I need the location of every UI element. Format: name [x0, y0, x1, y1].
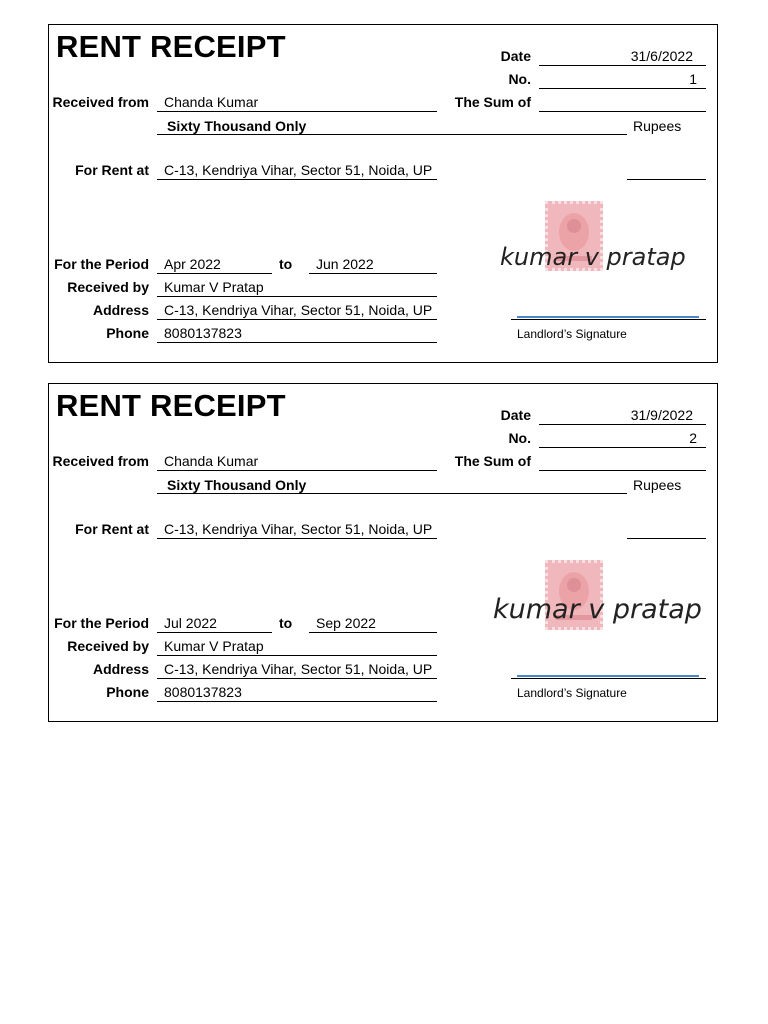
- landlord-signature-caption: Landlord’s Signature: [517, 686, 627, 700]
- rent-at-value: C-13, Kendriya Vihar, Sector 51, Noida, UP: [164, 162, 433, 178]
- period-to-line: [309, 273, 437, 274]
- received-from-value: Chanda Kumar: [164, 453, 259, 469]
- address-value: C-13, Kendriya Vihar, Sector 51, Noida, UP: [164, 302, 433, 318]
- landlord-signature-caption: Landlord’s Signature: [517, 327, 627, 341]
- phone-value: 8080137823: [164, 684, 242, 700]
- number-value: 2: [689, 430, 697, 446]
- address-line: [157, 678, 437, 679]
- landlord-signature: kumar v pratap: [493, 594, 702, 625]
- period-from-line: [157, 273, 272, 274]
- date-label: Date: [500, 407, 531, 423]
- received-from-line: [157, 470, 437, 471]
- receipt-title: RENT RECEIPT: [56, 388, 286, 423]
- received-by-value: Kumar V Pratap: [164, 279, 264, 295]
- phone-line: [157, 342, 437, 343]
- sum-of-label: The Sum of: [454, 453, 531, 469]
- received-by-value: Kumar V Pratap: [164, 638, 264, 654]
- rent-at-line: [157, 179, 437, 180]
- extra-blank-line: [627, 538, 706, 539]
- received-from-label: Received from: [52, 453, 149, 469]
- period-from-value: Apr 2022: [164, 256, 221, 272]
- period-to-value: Jun 2022: [316, 256, 374, 272]
- address-line: [157, 319, 437, 320]
- number-label: No.: [508, 430, 531, 446]
- received-by-label: Received by: [67, 279, 149, 295]
- signature-line: [517, 675, 699, 677]
- sum-of-line: [539, 470, 706, 471]
- receipt-title: RENT RECEIPT: [56, 29, 286, 64]
- rent-at-value: C-13, Kendriya Vihar, Sector 51, Noida, UP: [164, 521, 433, 537]
- sum-of-label: The Sum of: [454, 94, 531, 110]
- address-label: Address: [92, 661, 149, 677]
- for-rent-at-label: For Rent at: [75, 521, 149, 537]
- phone-value: 8080137823: [164, 325, 242, 341]
- address-label: Address: [92, 302, 149, 318]
- period-to-value: Sep 2022: [316, 615, 376, 631]
- number-label: No.: [508, 71, 531, 87]
- period-from-line: [157, 632, 272, 633]
- amount-words-line: [157, 134, 627, 135]
- rupees-label: Rupees: [633, 118, 682, 134]
- received-from-value: Chanda Kumar: [164, 94, 259, 110]
- amount-words-line: [157, 493, 627, 494]
- period-to-line: [309, 632, 437, 633]
- received-by-line: [157, 655, 437, 656]
- sum-of-line: [539, 111, 706, 112]
- phone-line: [157, 701, 437, 702]
- amount-words-value: Sixty Thousand Only: [167, 477, 307, 493]
- signature-base-line: [511, 319, 706, 320]
- extra-blank-line: [627, 179, 706, 180]
- date-value: 31/6/2022: [630, 48, 693, 64]
- period-from-value: Jul 2022: [164, 615, 217, 631]
- date-label: Date: [500, 48, 531, 64]
- number-line: [539, 447, 706, 448]
- number-line: [539, 88, 706, 89]
- for-rent-at-label: For Rent at: [75, 162, 149, 178]
- phone-label: Phone: [106, 684, 149, 700]
- period-to-label: to: [279, 256, 293, 272]
- received-from-label: Received from: [52, 94, 149, 110]
- amount-words-value: Sixty Thousand Only: [167, 118, 307, 134]
- period-to-label: to: [279, 615, 293, 631]
- number-value: 1: [689, 71, 697, 87]
- period-label: For the Period: [54, 615, 149, 631]
- rupees-label: Rupees: [633, 477, 682, 493]
- signature-line: [517, 316, 699, 318]
- signature-base-line: [511, 678, 706, 679]
- received-from-line: [157, 111, 437, 112]
- date-value: 31/9/2022: [630, 407, 693, 423]
- rent-at-line: [157, 538, 437, 539]
- period-label: For the Period: [54, 256, 149, 272]
- date-line: [539, 424, 706, 425]
- phone-label: Phone: [106, 325, 149, 341]
- landlord-signature: kumar v pratap: [500, 243, 686, 271]
- rent-receipt-1: [48, 24, 718, 363]
- received-by-label: Received by: [67, 638, 149, 654]
- rent-receipt-2: [48, 383, 718, 722]
- received-by-line: [157, 296, 437, 297]
- address-value: C-13, Kendriya Vihar, Sector 51, Noida, UP: [164, 661, 433, 677]
- date-line: [539, 65, 706, 66]
